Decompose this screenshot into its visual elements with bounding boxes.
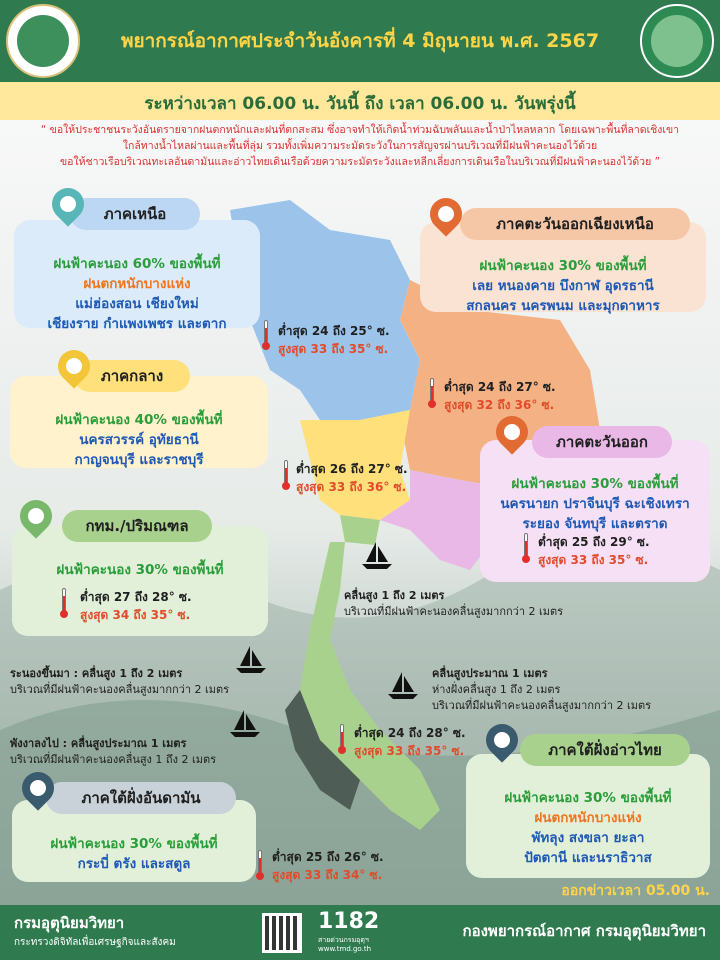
northeast-areas-2: สกลนคร นครพนม และมุกดาหาร (466, 298, 660, 314)
south-andaman-high: สูงสุด 33 ถึง 34° ซ. (272, 868, 383, 882)
hotline-sub (318, 936, 371, 954)
wave-phangnga-line1: พังงาลงไป : คลื่นสูงประมาณ 1 เมตร (10, 737, 187, 750)
north-high: สูงสุด 33 ถึง 35° ซ. (278, 342, 389, 356)
sailboat-icon-ranong (234, 644, 268, 674)
south-andaman-low: ต่ำสุด 25 ถึง 26° ซ. (272, 850, 384, 864)
south-gulf-areas-2: ปัตตานี และนราธิวาส (524, 850, 652, 866)
footer-ministry: กระทรวงดิจิทัลเพื่อเศรษฐกิจและสังคม (14, 937, 176, 948)
northeast-high: สูงสุด 32 ถึง 36° ซ. (444, 398, 555, 412)
bangkok-rain: ฝนฟ้าคะนอง 30% ของพื้นที่ (56, 562, 224, 578)
south-andaman-areas-1: กระบี่ ตรัง และสตูล (77, 856, 191, 872)
wave-lower-gulf (432, 666, 651, 714)
warning-line-2: ใกล้ทางน้ำไหลผ่านและพื้นที่ลุ่ม รวมทั้งเพิ่มความระมัดระวังในการสัญจรผ่านบริเวณที่มีฝนฟ้าคะนองไว้ด้วย (122, 140, 598, 152)
bangkok-low: ต่ำสุด 27 ถึง 28° ซ. (80, 590, 192, 604)
wave-upper-gulf-line2: บริเวณที่มีฝนฟ้าคะนองคลื่นสูงมากกว่า 2 เมตร (344, 605, 564, 618)
north-thermometer-icon (262, 320, 270, 350)
qr-code-icon[interactable] (262, 913, 302, 953)
south-andaman-thermometer-icon (256, 850, 264, 880)
north-box (14, 220, 260, 332)
wave-upper-gulf-line1: คลื่นสูง 1 ถึง 2 เมตร (344, 589, 445, 602)
south-andaman-tag: ภาคใต้ฝั่งอันดามัน (46, 782, 236, 814)
page-title: พยากรณ์อากาศประจำวันอังคารที่ 4 มิถุนายน พ.ศ. 2567 (120, 30, 600, 52)
central-tag: ภาคกลาง (74, 360, 190, 392)
wave-lower-gulf-line3: บริเวณที่มีฝนฟ้าคะนองคลื่นสูงมากกว่า 2 เมตร (432, 699, 652, 712)
north-tag: ภาคเหนือ (70, 198, 200, 230)
central-areas-2: กาญจนบุรี และราชบุรี (74, 452, 204, 468)
east-tag: ภาคตะวันออก (532, 426, 672, 458)
south-andaman-temp (272, 848, 384, 884)
bangkok-thermometer-icon (60, 588, 68, 618)
north-areas-2: เชียงราย กำแพงเพชร และตาก (47, 316, 227, 332)
north-rain: ฝนฟ้าคะนอง 60% ของพื้นที่ (53, 256, 221, 272)
south-andaman-rain: ฝนฟ้าคะนอง 30% ของพื้นที่ (50, 836, 218, 852)
tmd-logo (640, 4, 714, 78)
northeast-rain: ฝนฟ้าคะนอง 30% ของพื้นที่ (479, 258, 647, 274)
wave-ranong (10, 666, 229, 698)
bangkok-high: สูงสุด 34 ถึง 35° ซ. (80, 608, 191, 622)
wave-ranong-line2: บริเวณที่มีฝนฟ้าคะนองคลื่นสูงมากกว่า 2 เมตร (10, 683, 230, 696)
east-temp (538, 533, 650, 569)
south-gulf-temp (354, 724, 466, 760)
south-gulf-box (466, 754, 710, 878)
east-high: สูงสุด 33 ถึง 35° ซ. (538, 553, 649, 567)
central-low: ต่ำสุด 26 ถึง 27° ซ. (296, 462, 408, 476)
south-gulf-thermometer-icon (338, 724, 346, 754)
east-thermometer-icon (522, 533, 530, 563)
northeast-thermometer-icon (428, 378, 436, 408)
bangkok-tag: กทม./ปริมณฑล (62, 510, 212, 542)
south-gulf-tag: ภาคใต้ฝั่งอ่าวไทย (520, 734, 690, 766)
footer-org: กรมอุตุนิยมวิทยา (14, 914, 125, 932)
issue-time: ออกข่าวเวลา 05.00 น. (561, 883, 710, 899)
east-areas-1: นครนายก ปราจีนบุรี ฉะเชิงเทรา (500, 496, 690, 512)
south-gulf-heavy: ฝนตกหนักบางแห่ง (534, 810, 642, 826)
warning-line-3: ขอให้ชาวเรือบริเวณทะเลอันดามันและอ่าวไทยเดินเรือด้วยความระมัดระวังและหลีกเลี่ยงการเดินเรือในบริเวณที่มีฝนฟ้าคะนองไว้ด้วย ” (59, 156, 661, 168)
header-bar (0, 0, 720, 82)
wave-lower-gulf-line1: คลื่นสูงประมาณ 1 เมตร (432, 667, 548, 680)
northeast-temp (444, 378, 556, 414)
warning-text (10, 122, 710, 170)
northeast-areas-1: เลย หนองคาย บึงกาฬ อุดรธานี (472, 278, 654, 294)
wave-phangnga-line2: บริเวณที่มีฝนฟ้าคะนองคลื่นสูง 1 ถึง 2 เมตร (10, 753, 217, 766)
east-low: ต่ำสุด 25 ถึง 29° ซ. (538, 535, 650, 549)
south-gulf-low: ต่ำสุด 24 ถึง 28° ซ. (354, 726, 466, 740)
central-rain: ฝนฟ้าคะนอง 40% ของพื้นที่ (55, 412, 223, 428)
east-areas-2: ระยอง จันทบุรี และตราด (522, 516, 668, 532)
south-gulf-rain: ฝนฟ้าคะนอง 30% ของพื้นที่ (504, 790, 672, 806)
wave-upper-gulf (344, 588, 563, 620)
wave-lower-gulf-line2: ห่างฝั่งคลื่นสูง 1 ถึง 2 เมตร (432, 683, 561, 696)
central-high: สูงสุด 33 ถึง 36° ซ. (296, 480, 407, 494)
wave-ranong-line1: ระนองขึ้นมา : คลื่นสูง 1 ถึง 2 เมตร (10, 667, 183, 680)
forecast-period: ระหว่างเวลา 06.00 น. วันนี้ ถึง เวลา 06.00 น. วันพรุ่งนี้ (144, 94, 576, 114)
sailboat-icon-phangnga (228, 708, 262, 738)
hotline-label: สายด่วนกรมอุตุฯ (318, 936, 369, 944)
central-thermometer-icon (282, 460, 290, 490)
central-areas-1: นครสวรรค์ อุทัยธานี (79, 432, 199, 448)
period-bar (0, 82, 720, 120)
northeast-low: ต่ำสุด 24 ถึง 27° ซ. (444, 380, 556, 394)
footer-division: กองพยากรณ์อากาศ กรมอุตุนิยมวิทยา (462, 922, 706, 940)
north-low: ต่ำสุด 24 ถึง 25° ซ. (278, 324, 390, 338)
north-temp (278, 322, 390, 358)
sailboat-icon-upper-gulf (360, 540, 394, 570)
sailboat-icon-lower-gulf (386, 670, 420, 700)
south-gulf-high: สูงสุด 33 ถึง 35° ซ. (354, 744, 465, 758)
northeast-tag: ภาคตะวันออกเฉียงเหนือ (460, 208, 690, 240)
website[interactable]: www.tmd.go.th (318, 945, 371, 953)
warning-line-1: “ ขอให้ประชาชนระวังอันตรายจากฝนตกหนักและฝนที่ตกสะสม ซึ่งอาจทำให้เกิดน้ำท่วมฉับพลันและน้ำป่าไหลหลาก โดยเฉพาะพื้นที่ลาดเชิงเขา (40, 124, 680, 136)
wave-phangnga (10, 736, 216, 768)
hotline-number: 1182 (318, 909, 380, 934)
ministry-logo (6, 4, 80, 78)
north-heavy: ฝนตกหนักบางแห่ง (83, 276, 191, 292)
footer-bar (0, 905, 720, 960)
north-areas-1: แม่ฮ่องสอน เชียงใหม่ (75, 296, 199, 312)
south-gulf-areas-1: พัทลุง สงขลา ยะลา (531, 830, 645, 846)
east-rain: ฝนฟ้าคะนอง 30% ของพื้นที่ (511, 476, 679, 492)
bangkok-temp (80, 588, 192, 624)
central-temp (296, 460, 408, 496)
